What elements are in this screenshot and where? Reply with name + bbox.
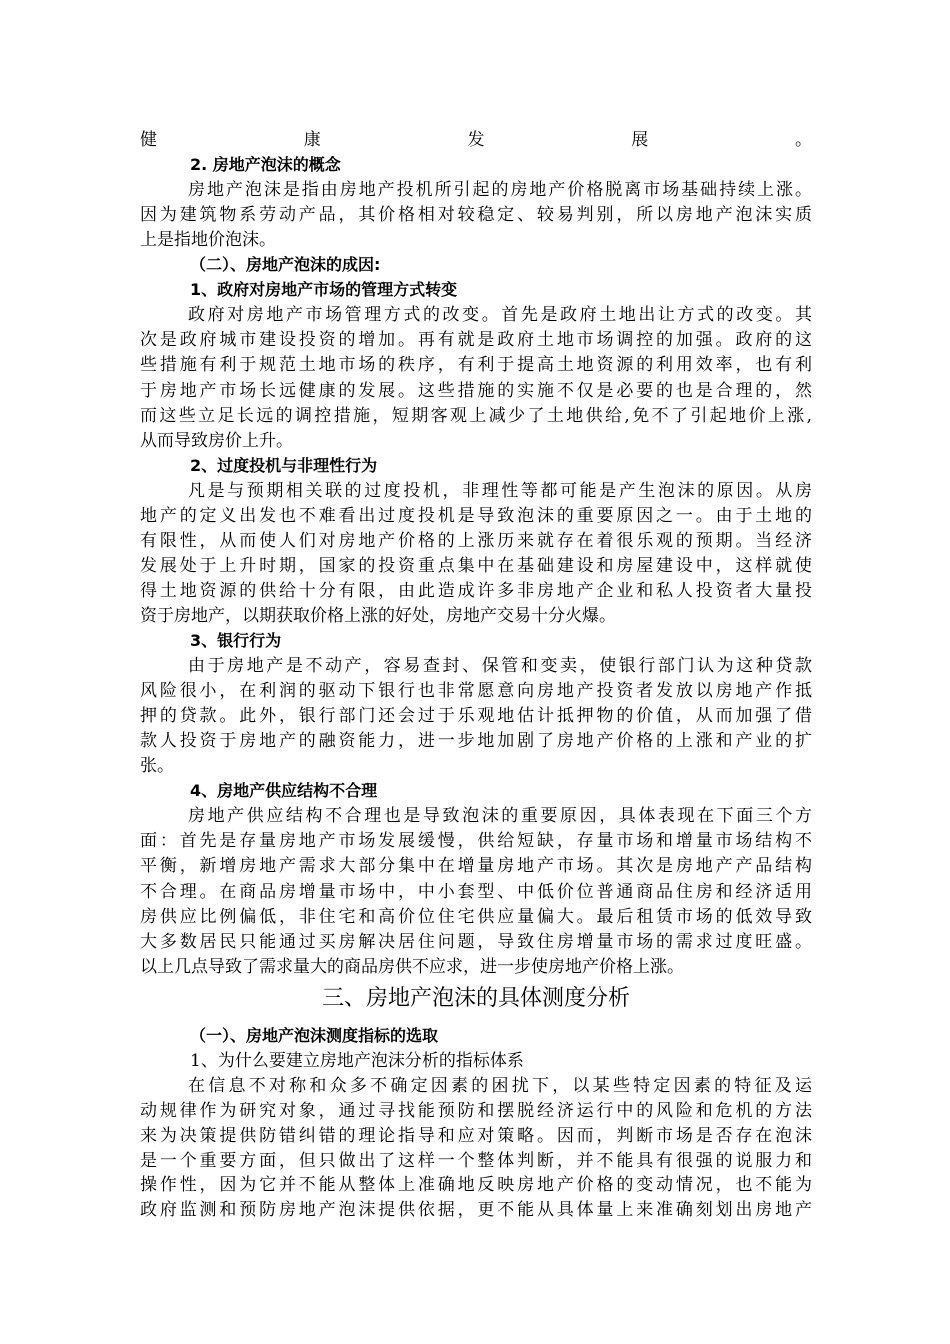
text-line: 有限性，从而使人们对房地产价格的上涨历来就存在着很乐观的预期。当经济	[140, 530, 812, 551]
text-line: 押的贷款。此外，银行部门还会过于乐观地估计抵押物的价值，从而加强了借	[140, 706, 812, 727]
text-line: 张。	[140, 756, 174, 777]
text-line: 房地产供应结构不合理也是导致泡沫的重要原因，具体表现在下面三个方	[188, 806, 812, 827]
text-line: 平衡，新增房地产需求大部分集中在增量房地产市场。其次是房地产产品结构	[140, 856, 812, 877]
text-line: 操作性，因为它并不能从整体上准确地反映房地产价格的变动情况，也不能为	[140, 1175, 812, 1196]
section-title: 三、房地产泡沫的具体测度分析	[321, 986, 630, 1011]
text-line: 在信息不对称和众多不确定因素的困扰下，以某些特定因素的特征及运	[188, 1075, 812, 1096]
text-line: 凡是与预期相关联的过度投机，非理性等都可能是产生泡沫的原因。从房	[188, 480, 812, 501]
text-line: 大多数居民只能通过买房解决居住问题，导致住房增量市场的需求过度旺盛。	[140, 931, 812, 952]
text-line: 地产的定义出发也不难看出过度投机是导致泡沫的重要原因之一。由于土地的	[140, 505, 812, 526]
text-line: 资于房地产，以期获取价格上涨的好处，房地产交易十分火爆。	[140, 605, 616, 626]
text-line: 而这些立足长远的调控措施，短期客观上减少了土地供给,免不了引起地价上涨,	[140, 405, 812, 426]
text-line: 是一个重要方面，但只做出了这样一个整体判断，并不能具有很强的说服力和	[140, 1150, 812, 1171]
text-line: 款人投资于房地产的融资能力，进一步地加剧了房地产价格的上涨和产业的扩	[140, 731, 812, 752]
text-line: 来为决策提供防错纠错的理论指导和应对策略。因而，判断市场是否存在泡沫	[140, 1125, 812, 1146]
text-line: 发展处于上升时期，国家的投资重点集中在基础建设和房屋建设中，这样就使	[140, 555, 812, 576]
text-line: 房地产泡沫是指由房地产投机所引起的房地产价格脱离市场基础持续上涨。	[188, 180, 812, 201]
section-heading: （一）、房地产泡沫测度指标的选取	[190, 1026, 439, 1045]
text-line: 健康发展。	[140, 130, 812, 150]
text-line: 得土地资源的供给十分有限，由此造成许多非房地产企业和私人投资者大量投	[140, 580, 812, 601]
text-line: 房供应比例偏低，非住宅和高价位住宅供应量偏大。最后租赁市场的低效导致	[140, 906, 812, 927]
text-line: 动规律作为研究对象，通过寻找能预防和摆脱经济运行中的风险和危机的方法	[140, 1100, 812, 1121]
text-line: 以上几点导致了需求量大的商品房供不应求，进一步使房地产价格上涨。	[140, 956, 684, 977]
text-line: 政府监测和预防房地产泡沫提供依据，更不能从具体量上来准确刻划出房地产	[140, 1200, 812, 1221]
section-heading: 2、过度投机与非理性行为	[190, 455, 378, 475]
text-line: 上是指地价泡沫。	[140, 230, 276, 251]
section-heading: 1、为什么要建立房地产泡沫分析的指标体系	[190, 1050, 524, 1071]
text-line: 风险很小，在利润的驱动下银行也非常愿意向房地产投资者发放以房地产作抵	[140, 681, 812, 702]
text-line: 政府对房地产市场管理方式的改变。首先是政府土地出让方式的改变。其	[188, 305, 812, 326]
section-heading: 2. 房地产泡沫的概念	[190, 155, 341, 175]
text-line: 因为建筑物系劳动产品，其价格相对较稳定、较易判别，所以房地产泡沫实质	[140, 205, 812, 226]
section-heading: 3、银行行为	[190, 631, 282, 650]
section-heading: 1、政府对房地产市场的管理方式转变	[190, 280, 458, 300]
text-line: 不合理。在商品房增量市场中，中小套型、中低价位普通商品住房和经济适用	[140, 881, 812, 902]
text-line: 由于房地产是不动产，容易查封、保管和变卖，使银行部门认为这种贷款	[188, 656, 812, 677]
text-line: 于房地产市场长远健康的发展。这些措施的实施不仅是必要的也是合理的，然	[140, 380, 812, 401]
section-heading: 4、房地产供应结构不合理	[190, 781, 378, 801]
text-line: 面：首先是存量房地产市场发展缓慢，供给短缺，存量市场和增量市场结构不	[140, 831, 812, 852]
section-heading: （二）、房地产泡沫的成因:	[190, 255, 381, 275]
text-line: 些措施有利于规范土地市场的秩序，有利于提高土地资源的利用效率，也有利	[140, 355, 812, 376]
text-line: 次是政府城市建设投资的增加。再有就是政府土地市场调控的加强。政府的这	[140, 330, 812, 351]
text-line: 从而导致房价上升。	[140, 430, 293, 451]
